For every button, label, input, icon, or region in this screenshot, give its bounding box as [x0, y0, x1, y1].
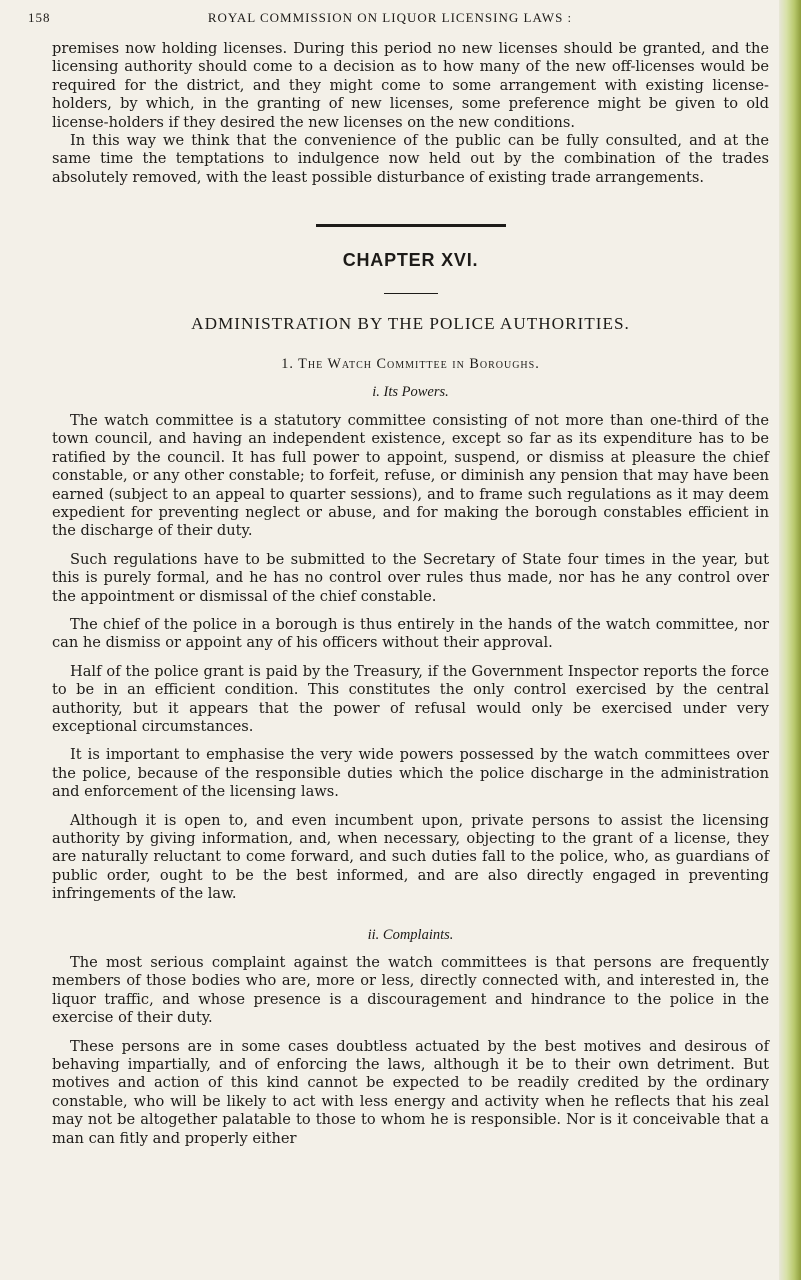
paragraph: The chief of the police in a borough is thus entirely in the hands of the watch committee, nor can he dismiss or appoint any of his officers without their approval. — [52, 615, 769, 652]
chapter-title: ADMINISTRATION BY THE POLICE AUTHORITIES. — [191, 313, 630, 333]
paragraph: It is important to emphasise the very wide powers possessed by the watch committees over the police, because of the responsible duties which the police discharge in the administration and enforcement of the licensing laws. — [52, 746, 769, 801]
paragraph: In this way we think that the convenience of the public can be fully consulted, and at the same time the temptations to indulgence now held out by the combination of the trades absolutely removed, with the least possible disturbance of existing trade arrangements. — [52, 132, 769, 186]
section-heading: 1. The Watch Committee in Boroughs. — [281, 356, 540, 373]
paragraph: The most serious complaint against the watch committees is that persons are frequently members of those bodies who are, more or less, directly connected with, and interested in, the liquor traffic, and whose presence is a discouragement and hindrance to the police in the exercise of their duty. — [52, 954, 769, 1027]
running-title: ROYAL COMMISSION ON LIQUOR LICENSING LAWS : — [207, 10, 573, 25]
section-divider-rule — [316, 224, 506, 227]
chapter-heading: CHAPTER XVI. — [342, 250, 479, 271]
paragraph: Half of the police grant is paid by the Treasury, if the Government Inspector reports the force to be in an efficient condition. This constitutes the only control exercised by the central authority, but it appears that the power of refusal would only be exercised under very exceptional circumstances. — [52, 662, 769, 735]
book-spine-edge — [779, 0, 801, 1280]
short-divider-rule — [384, 293, 438, 294]
running-header — [28, 10, 761, 30]
page-body — [52, 40, 769, 1148]
subsection-heading: i. Its Powers. — [372, 384, 449, 401]
paragraph: These persons are in some cases doubtless actuated by the best motives and desirous of behaving impartially, and of enforcing the laws, although it be to their own detriment. But motives and action of this kind cannot be expected to be readily credited by the ordinary constable, who will be likely to act with less energy and activity when he reflects that his zeal may not be altogether palatable to those to whom he is responsible. Nor is it conceivable that a man can fitly and properly either — [52, 1037, 769, 1147]
paragraph: The watch committee is a statutory committee consisting of not more than one-third of the town council, and having an independent existence, except so far as its expenditure has to be ratified by the council. It has full power to appoint, suspend, or dismiss at pleasure the chief constable, or any other constable; to forfeit, refuse, or diminish any pension that may have been earned (subject to an appeal to quarter sessions), and to frame such regulations as it may deem expedient for preventing neglect or abuse, and for making the borough constables efficient in the discharge of their duty. — [52, 411, 769, 540]
paragraph-continuation: premises now holding licenses. During this period no new licenses should be granted, and the licensing authority should come to a decision as to how many of the new off-licenses would be required for the district, and they might come to some arrangement with existing license-holders, by which, in the granting of new licenses, some preference might be given to old license-holders if they desired the new licenses on the new conditions. — [52, 40, 769, 131]
paragraph: Although it is open to, and even incumbent upon, private persons to assist the licensing authority by giving information, and, when necessary, objecting to the grant of a license, they are naturally reluctant to come forward, and such duties fall to the police, who, as guardians of public order, ought to be the best informed, and are also directly engaged in preventing infringements of the law. — [52, 811, 769, 903]
paragraph: Such regulations have to be submitted to the Secretary of State four times in the year, but this is purely formal, and he has no control over rules thus made, nor has he any control over the appointment or dismissal of the chief constable. — [52, 550, 769, 605]
subsection-heading: ii. Complaints. — [367, 926, 454, 943]
page-number: 158 — [28, 10, 51, 25]
